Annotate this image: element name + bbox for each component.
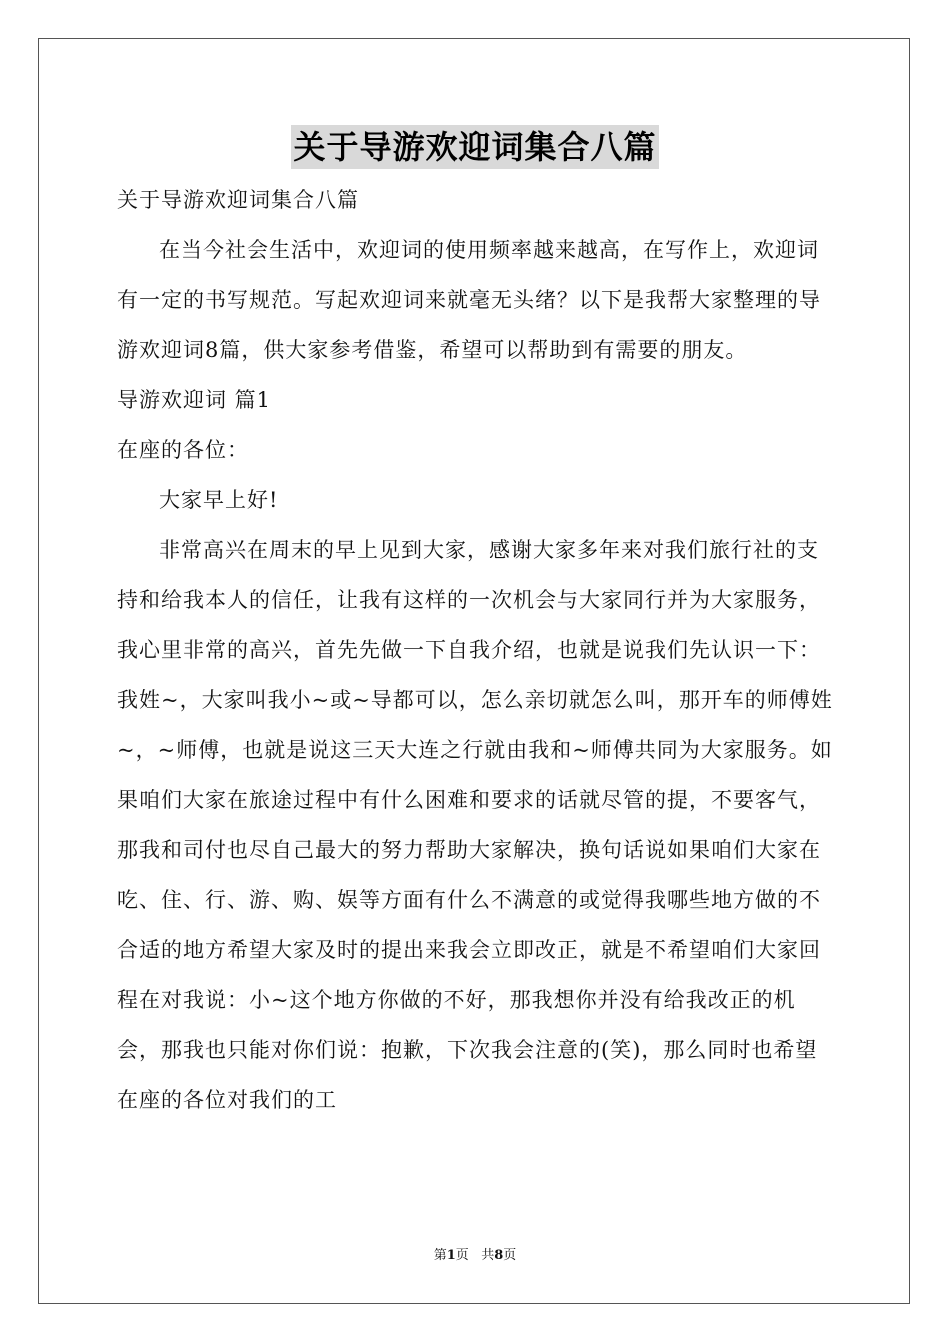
paragraph: 大家早上好! [159, 488, 279, 512]
section-heading: 导游欢迎词 篇1 [117, 388, 272, 412]
document-title: 关于导游欢迎词集合八篇 [291, 125, 658, 169]
footer-total-pages: 8 [494, 1248, 504, 1263]
footer-total-prefix: 共 [481, 1248, 495, 1263]
paragraph: 非常高兴在周末的早上见到大家，感谢大家多年来对我们旅行社的支持和给我本人的信任，让我有这样的一次机会与大家同行并为大家服务，我心里非常的高兴，首先先做一下自我介绍，也就是说我们先认识一下：我姓~，大家叫我小~或~导都可以，怎么亲切就怎么叫，那开车的师傅姓~，~师傅，也就是说这三天大连之行就由我和~师傅共同为大家服务。如果咱们大家在旅途过程中有什么困难和要求的话就尽管的提，不要客气，那我和司付也尽自己最大的努力帮助大家解决，换句话说如果咱们大家在吃、住、行、游、购、娱等方面有什么不满意的或觉得我哪些地方做的不合适的地方希望大家及时的提出来我会立即改正，就是不希望咱们大家回程在对我说：小~这个地方你做的不好，那我想你并没有给我改正的机会，那我也只能对你们说：抱歉，下次我会注意的(笑)，那么同时也希望在座的各位对我们的工 [117, 538, 833, 1112]
paragraph: 在当今社会生活中，欢迎词的使用频率越来越高，在写作上，欢迎词有一定的书写规范。写起欢迎词来就毫无头绪？以下是我帮大家整理的导游欢迎词8篇，供大家参考借鉴，希望可以帮助到有需要的朋友。 [117, 238, 821, 362]
paragraph: 关于导游欢迎词集合八篇 [117, 188, 359, 212]
page-footer [0, 1244, 950, 1263]
footer-page-number: 1 [446, 1248, 456, 1263]
title-container [0, 125, 950, 169]
footer-prefix: 第 [433, 1248, 447, 1263]
paragraph: 在座的各位： [117, 438, 249, 462]
footer-total-suffix: 页 [503, 1248, 517, 1263]
document-body [117, 175, 837, 1125]
footer-page-suffix: 页 [455, 1248, 469, 1263]
